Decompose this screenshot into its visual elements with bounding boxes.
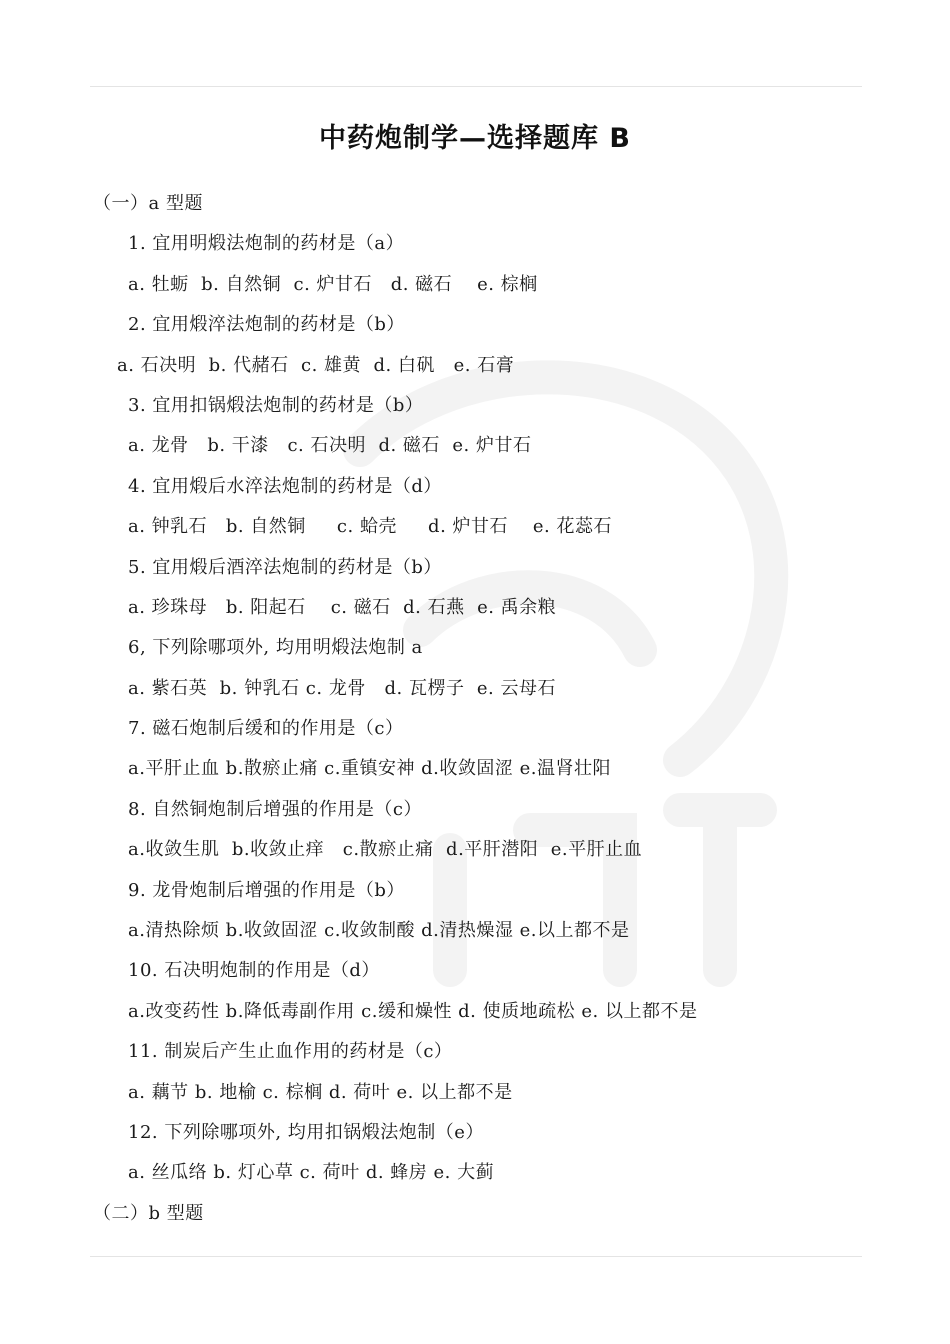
answer-options: a.改变药性 b.降低毒副作用 c.缓和燥性 d. 使质地疏松 e. 以上都不是 [128, 1000, 698, 1022]
section-heading: （二）b 型题 [93, 1202, 204, 1224]
answer-options: a. 藕节 b. 地榆 c. 棕榈 d. 荷叶 e. 以上都不是 [128, 1081, 513, 1103]
question-text: 12. 下列除哪项外, 均用扣锅煅法炮制（e） [128, 1121, 484, 1143]
answer-options: a.平肝止血 b.散瘀止痛 c.重镇安神 d.收敛固涩 e.温肾壮阳 [128, 758, 612, 780]
answer-options: a. 龙骨 b. 干漆 c. 石决明 d. 磁石 e. 炉甘石 [128, 435, 532, 457]
answer-options: a.收敛生肌 b.收敛止痒 c.散瘀止痛 d.平肝潜阳 e.平肝止血 [128, 839, 643, 861]
question-text: 2. 宜用煅淬法炮制的药材是（b） [128, 314, 405, 336]
answer-options: a.清热除烦 b.收敛固涩 c.收敛制酸 d.清热燥湿 e.以上都不是 [128, 920, 630, 942]
answer-options: a. 钟乳石 b. 自然铜 c. 蛤壳 d. 炉甘石 e. 花蕊石 [128, 516, 612, 538]
answer-options: a. 珍珠母 b. 阳起石 c. 磁石 d. 石燕 e. 禹余粮 [128, 596, 557, 618]
answer-options: a. 丝瓜络 b. 灯心草 c. 荷叶 d. 蜂房 e. 大蓟 [128, 1162, 495, 1184]
answer-options: a. 牡蛎 b. 自然铜 c. 炉甘石 d. 磁石 e. 棕榈 [128, 273, 538, 295]
question-text: 3. 宜用扣锅煅法炮制的药材是（b） [128, 394, 424, 416]
answer-options: a. 紫石英 b. 钟乳石 c. 龙骨 d. 瓦楞子 e. 云母石 [128, 677, 556, 699]
question-text: 4. 宜用煅后水淬法炮制的药材是（d） [128, 475, 442, 497]
section-heading: （一）a 型题 [93, 193, 203, 214]
question-text: 9. 龙骨炮制后增强的作用是（b） [128, 879, 405, 901]
answer-options: a. 石决明 b. 代赭石 c. 雄黄 d. 白矾 e. 石膏 [117, 354, 515, 376]
question-text: 10. 石决明炮制的作用是（d） [128, 960, 380, 982]
question-text: 6, 下列除哪项外, 均用明煅法炮制 a [128, 637, 423, 659]
question-text: 5. 宜用煅后酒淬法炮制的药材是（b） [128, 556, 442, 578]
question-list [0, 190, 950, 1240]
footer-rule [90, 1256, 862, 1257]
header-rule [90, 86, 862, 87]
page-title: 中药炮制学—选择题库 B [319, 123, 631, 154]
question-text: 11. 制炭后产生止血作用的药材是（c） [128, 1041, 453, 1063]
question-text: 8. 自然铜炮制后增强的作用是（c） [128, 798, 422, 820]
question-text: 7. 磁石炮制后缓和的作用是（c） [128, 718, 404, 740]
question-text: 1. 宜用明煅法炮制的药材是（a） [128, 233, 405, 255]
